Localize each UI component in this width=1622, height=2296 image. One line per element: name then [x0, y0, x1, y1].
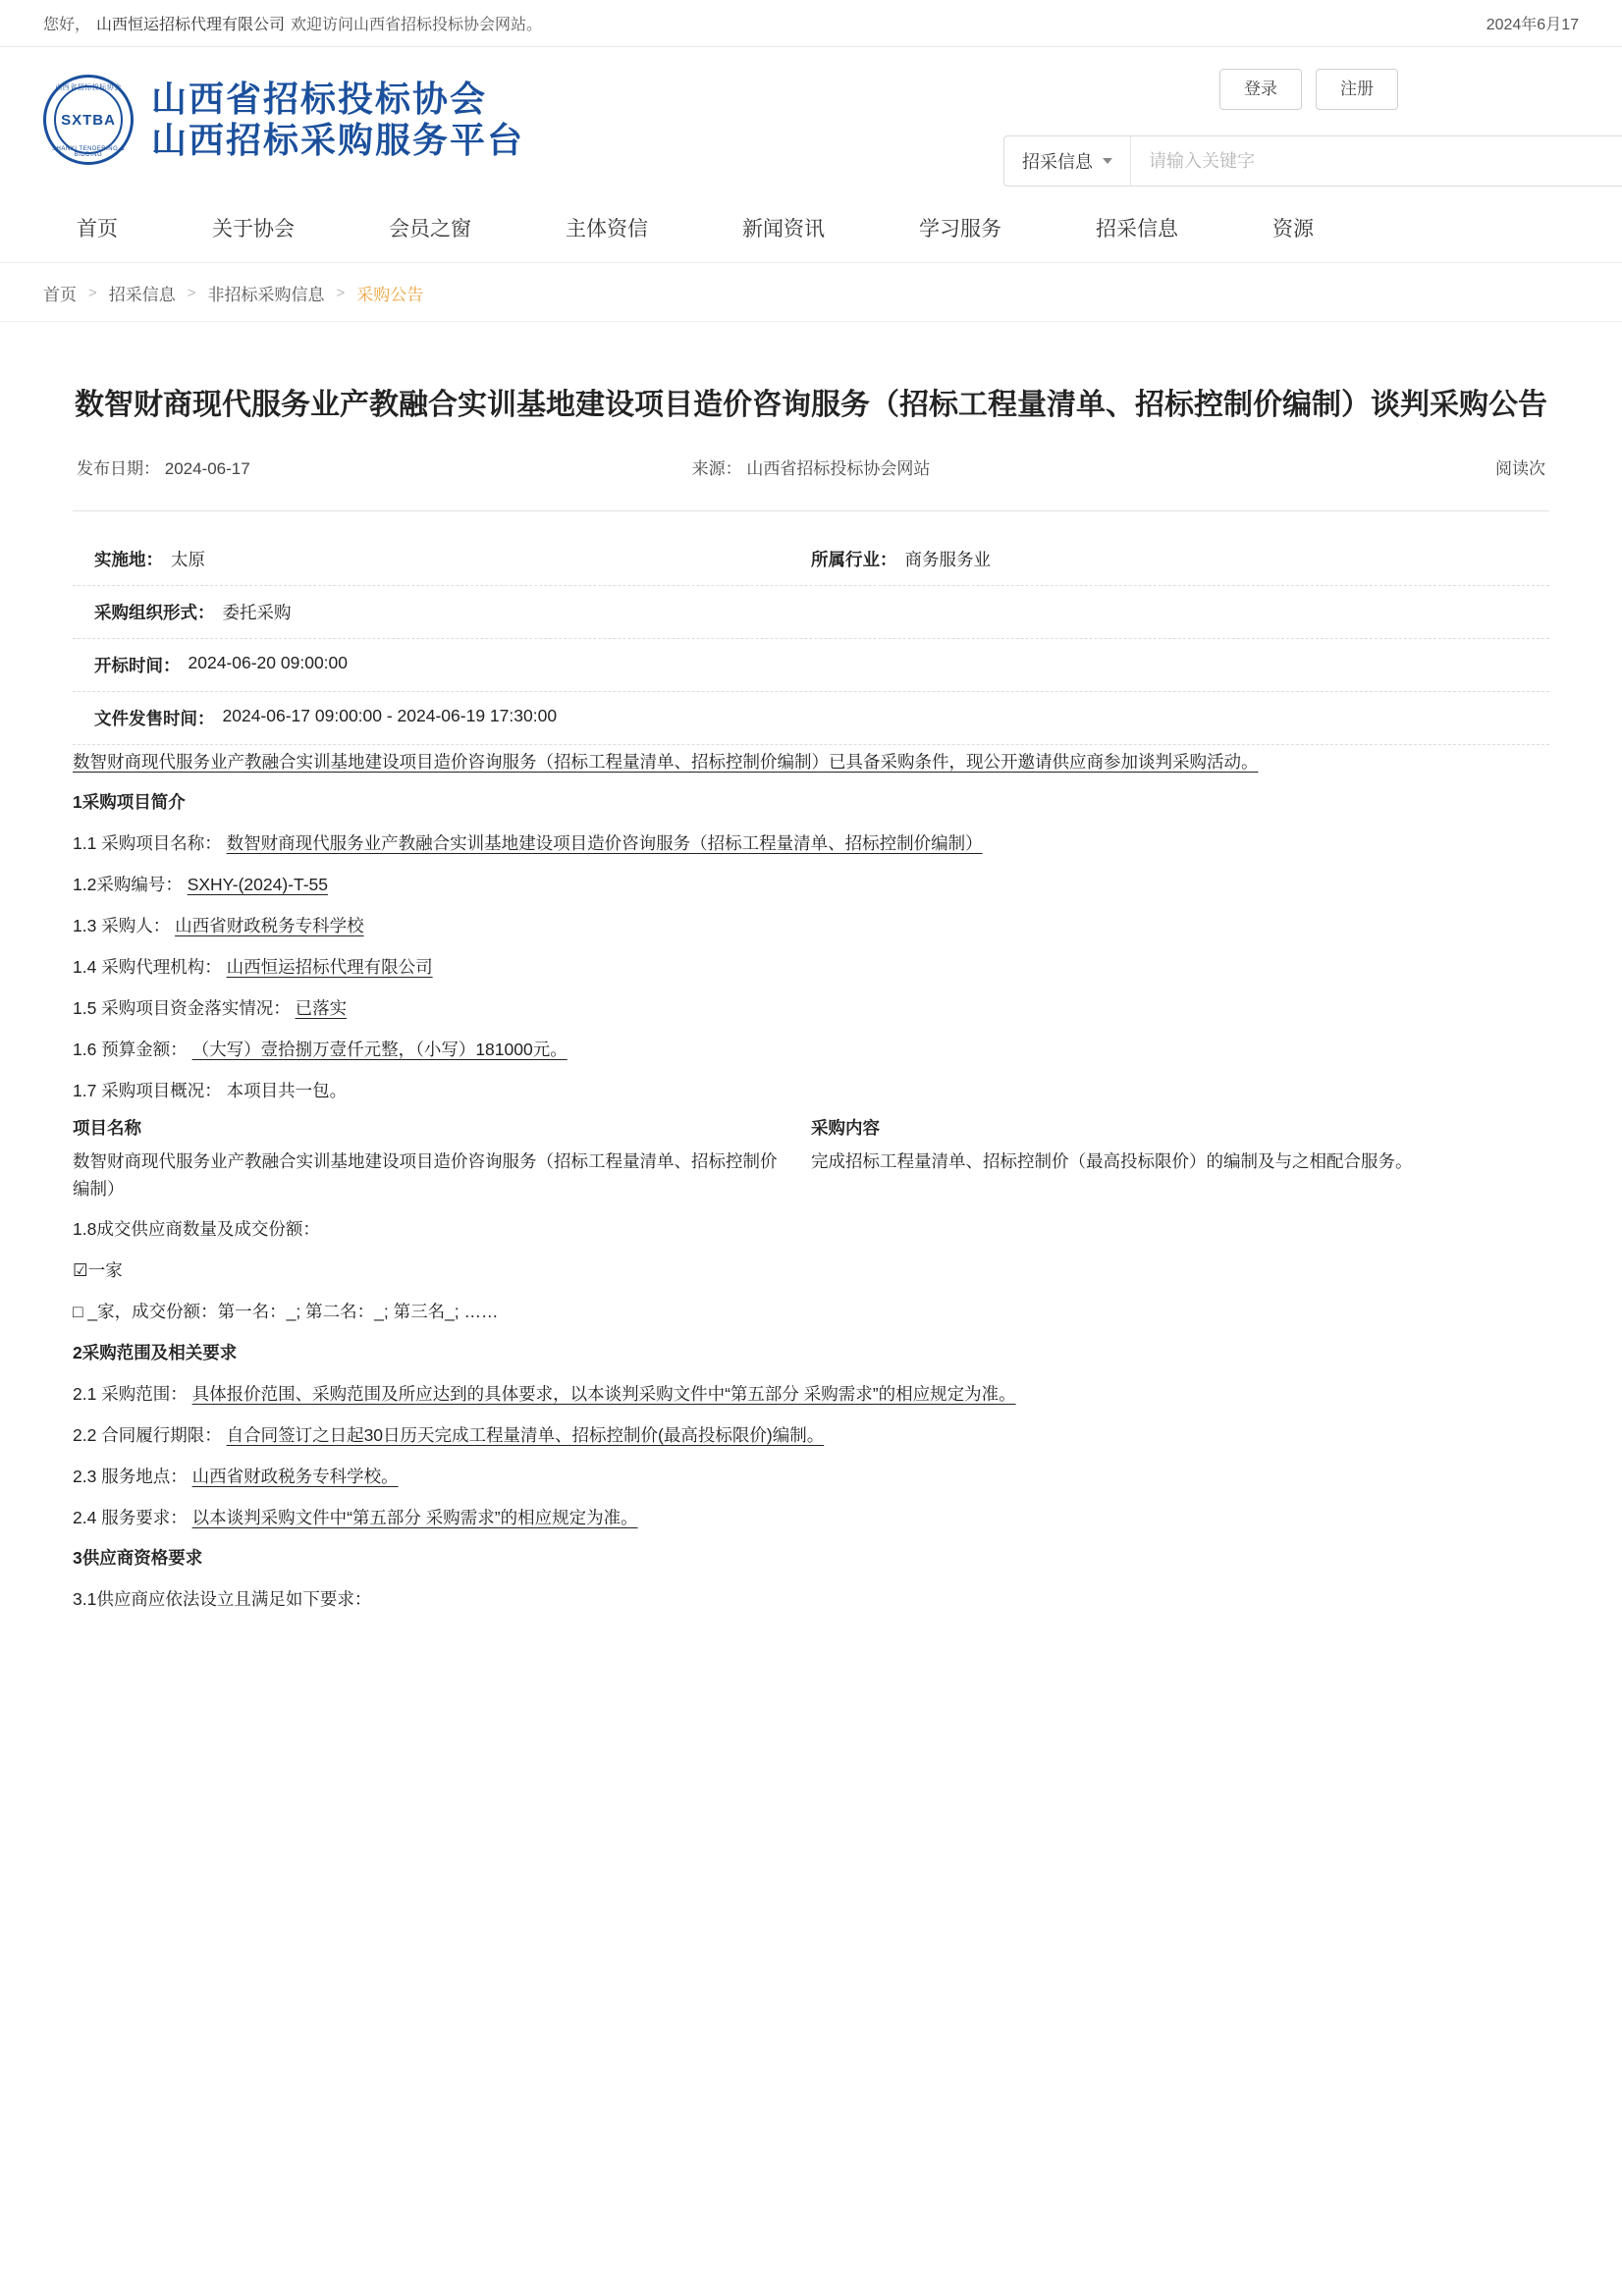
org-form-label: 采购组织形式： — [94, 602, 215, 622]
nav-item-members[interactable]: 会员之窗 — [389, 217, 471, 240]
section-2-title: 2采购范围及相关要求 — [73, 1343, 238, 1362]
item-1-6-value: （大写）壹拾捌万壹仟元整，（小写）181000元。 — [191, 1039, 568, 1059]
breadcrumb-current: 采购公告 — [356, 286, 424, 304]
site-brand[interactable] — [43, 75, 524, 165]
register-button[interactable]: 注册 — [1316, 69, 1398, 110]
brand-line-2: 山西招标采购服务平台 — [151, 120, 525, 160]
info-row-doc-sale — [73, 692, 1549, 745]
item-2-1 — [73, 1377, 1549, 1413]
breadcrumb-separator-icon: > — [187, 285, 196, 301]
top-bar — [0, 0, 1622, 47]
item-3-1: 3.1供应商应依法设立且满足如下要求： — [73, 1589, 372, 1610]
item-1-7 — [73, 1074, 1549, 1109]
logo-arc-bottom-text: SHANXI TENDERING & BIDDING — [52, 146, 125, 158]
item-2-1-value: 具体报价范围、采购范围及所应达到的具体要求，以本谈判采购文件中“第五部分 采购需求”的相应规定为准。 — [191, 1383, 1016, 1404]
item-2-4-label: 2.4 服务要求： — [73, 1507, 188, 1527]
procurement-content-header: 采购内容 — [811, 1118, 880, 1139]
info-place — [94, 547, 811, 571]
info-row-place-industry — [73, 533, 1549, 586]
search-input[interactable] — [1131, 136, 1622, 186]
item-1-4 — [73, 950, 1549, 986]
info-bid-open — [94, 653, 348, 677]
project-name-column — [73, 1114, 811, 1202]
item-1-3 — [73, 909, 1549, 944]
project-scope-table — [73, 1114, 1549, 1202]
item-2-2-value: 自合同签订之日起30日历天完成工程量清单、招标控制价(最高投标限价)编制。 — [226, 1424, 825, 1445]
item-1-3-label: 1.3 采购人： — [73, 916, 171, 935]
project-info-box — [73, 510, 1549, 745]
section-1-title: 1采购项目简介 — [73, 792, 186, 813]
welcome-message — [43, 12, 542, 34]
item-1-2-value: SXHY-(2024)-T-55 — [187, 875, 329, 895]
checkbox-multi-supplier: □ _家，成交份额：第一名：_; 第二名：_; 第三名_; …… — [73, 1302, 499, 1322]
source-block — [562, 454, 1061, 479]
procurement-content-cell: 完成招标工程量清单、招标控制价（最高投标限价）的编制及与之相配合服务。 — [811, 1151, 1413, 1172]
article-meta — [73, 454, 1549, 501]
search-category-select[interactable] — [1004, 136, 1131, 186]
item-2-4-value: 以本谈判采购文件中“第五部分 采购需求”的相应规定为准。 — [191, 1507, 638, 1527]
search-bar[interactable] — [1003, 135, 1622, 187]
item-2-2-label: 2.2 合同履行期限： — [73, 1424, 222, 1445]
publish-date-label: 发布日期： — [77, 458, 160, 478]
lead-paragraph: 数智财商现代服务业产教融合实训基地建设项目造价咨询服务（招标工程量清单、招标控制价编制）已具备采购条件，现公开邀请供应商参加谈判采购活动。 — [73, 751, 1259, 772]
source-value: 山西省招标投标协会网站 — [746, 458, 931, 478]
logo-arc-top-text: 山西省招标投标协会 — [55, 84, 122, 91]
nav-item-bidding-info[interactable]: 招采信息 — [1096, 217, 1178, 240]
publish-date-block — [77, 454, 562, 479]
association-logo-icon — [43, 75, 134, 165]
breadcrumb-separator-icon: > — [88, 285, 97, 301]
bid-open-value: 2024-06-20 09:00:00 — [188, 652, 348, 672]
item-1-1 — [73, 827, 1549, 862]
nav-item-about[interactable]: 关于协会 — [212, 217, 295, 240]
info-row-org-form — [73, 586, 1549, 639]
info-doc-sale — [94, 706, 557, 730]
industry-label: 所属行业： — [811, 549, 897, 569]
breadcrumb-item-bidding-info[interactable]: 招采信息 — [108, 286, 176, 304]
project-name-cell: 数智财商现代服务业产教融合实训基地建设项目造价咨询服务（招标工程量清单、招标控制价编制） — [73, 1151, 778, 1200]
item-2-2 — [73, 1418, 1549, 1454]
item-1-6-label: 1.6 预算金额： — [73, 1039, 188, 1059]
auth-buttons — [935, 69, 1622, 110]
site-header — [0, 47, 1622, 192]
breadcrumb — [0, 263, 1622, 322]
brand-line-1: 山西省招标投标协会 — [151, 78, 488, 119]
page-title: 数智财商现代服务业产教融合实训基地建设项目造价咨询服务（招标工程量清单、招标控制价编制）谈判采购公告 — [75, 389, 1547, 421]
main-nav — [0, 192, 1622, 263]
item-1-8: 1.8成交供应商数量及成交份额： — [73, 1219, 320, 1240]
nav-item-news[interactable]: 新闻资讯 — [742, 217, 825, 240]
search-category-label: 招采信息 — [1022, 152, 1093, 172]
item-1-5 — [73, 991, 1549, 1027]
info-org-form — [94, 600, 292, 624]
item-1-1-label: 1.1 采购项目名称： — [73, 833, 222, 854]
org-form-value: 委托采购 — [222, 602, 292, 622]
views-block — [1060, 454, 1545, 479]
place-value: 太原 — [171, 549, 205, 569]
procurement-content-column — [811, 1114, 1549, 1202]
item-1-2-label: 1.2采购编号： — [73, 875, 183, 895]
item-1-5-value: 已落实 — [295, 997, 348, 1018]
item-1-4-label: 1.4 采购代理机构： — [73, 956, 222, 977]
item-2-4 — [73, 1501, 1549, 1536]
item-2-3 — [73, 1460, 1549, 1495]
article-body — [73, 745, 1549, 1619]
info-industry — [811, 547, 991, 571]
brand-title-block — [151, 79, 524, 162]
source-label: 来源： — [691, 458, 742, 478]
checkbox-one-supplier: ☑一家 — [73, 1260, 123, 1281]
breadcrumb-item-non-bid-info[interactable]: 非招标采购信息 — [207, 286, 325, 304]
item-1-2 — [73, 868, 1549, 903]
bid-open-label: 开标时间： — [94, 655, 181, 675]
item-1-7-value: 本项目共一包。 — [226, 1080, 348, 1100]
item-1-5-label: 1.5 采购项目资金落实情况： — [73, 997, 291, 1018]
chevron-down-icon — [1103, 158, 1112, 164]
item-2-3-value: 山西省财政税务专科学校。 — [191, 1466, 399, 1486]
greeting-text: 您好， — [43, 17, 91, 33]
logo-initials: SXTBA — [54, 85, 123, 154]
industry-value: 商务服务业 — [904, 549, 991, 569]
nav-item-learning[interactable]: 学习服务 — [919, 217, 1001, 240]
breadcrumb-separator-icon: > — [336, 285, 346, 301]
doc-sale-value: 2024-06-17 09:00:00 - 2024-06-19 17:30:00 — [222, 705, 558, 725]
views-label: 阅读次 — [1495, 458, 1545, 478]
info-row-bid-open — [73, 639, 1549, 692]
item-1-6 — [73, 1033, 1549, 1068]
section-3-title: 3供应商资格要求 — [73, 1548, 203, 1569]
login-button[interactable]: 登录 — [1219, 69, 1302, 110]
item-2-3-label: 2.3 服务地点： — [73, 1466, 188, 1486]
project-name-header: 项目名称 — [73, 1118, 141, 1139]
welcome-text: 欢迎访问山西省招标投标协会网站。 — [291, 17, 543, 33]
current-date: 2024年6月17 — [1486, 17, 1579, 33]
nav-item-home[interactable]: 首页 — [77, 217, 118, 240]
item-1-3-value: 山西省财政税务专科学校 — [175, 916, 364, 935]
logged-in-company: 山西恒运招标代理有限公司 — [96, 17, 286, 33]
place-label: 实施地： — [94, 549, 163, 569]
breadcrumb-item-home[interactable]: 首页 — [43, 286, 77, 304]
nav-item-resources[interactable]: 资源 — [1272, 217, 1314, 240]
header-right-panel — [935, 69, 1622, 187]
item-1-7-label: 1.7 采购项目概况： — [73, 1080, 222, 1100]
article — [0, 322, 1622, 1682]
nav-item-credit[interactable]: 主体资信 — [566, 217, 648, 240]
item-1-4-value: 山西恒运招标代理有限公司 — [226, 956, 433, 977]
item-1-1-value: 数智财商现代服务业产教融合实训基地建设项目造价咨询服务（招标工程量清单、招标控制价编制） — [226, 833, 983, 854]
doc-sale-label: 文件发售时间： — [94, 708, 215, 728]
item-2-1-label: 2.1 采购范围： — [73, 1383, 188, 1404]
publish-date-value: 2024-06-17 — [164, 458, 250, 478]
